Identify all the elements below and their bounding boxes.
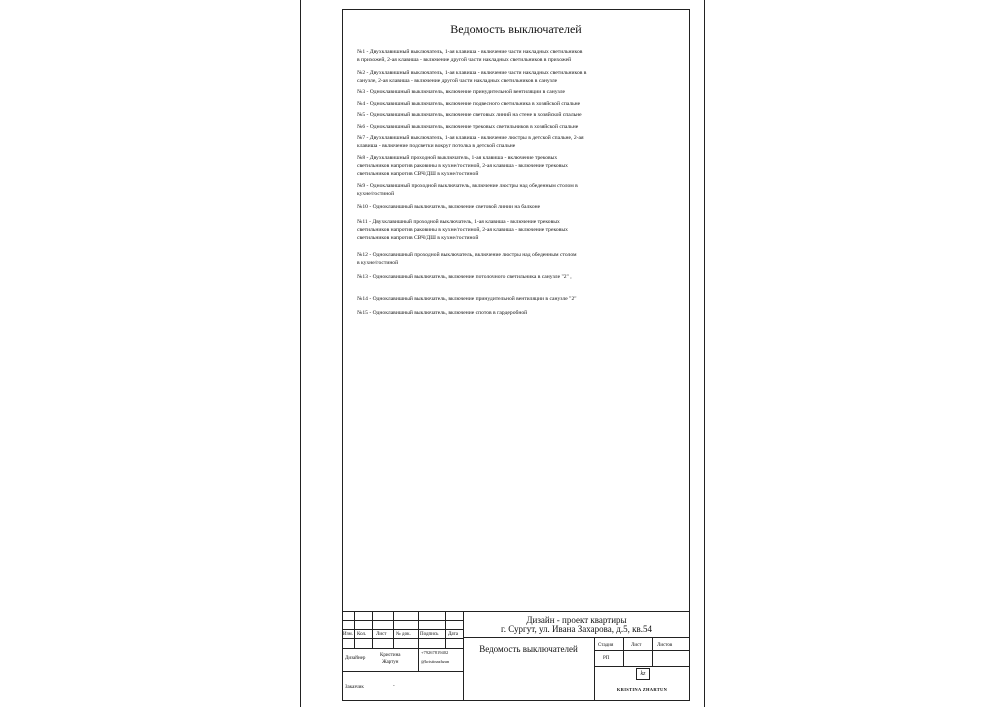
switch-entry-11: №11 - Двухклавишный проходной выключатель, 1-ая клавиша - включение трековых светильников напротив раковины в кухне/гостиной, 2-ая клавиша - включение трековых светильников напротив СВЧ/ДШ в кухне/гостиной	[357, 219, 568, 241]
stamp-divider-logo	[594, 666, 690, 667]
client-value: -	[393, 684, 395, 689]
col-kol-label: Кол.	[357, 632, 367, 637]
stamp-divider-stage	[594, 650, 690, 651]
stamp-grid-col2	[372, 611, 373, 648]
project-address: г. Сургут, ул. Ивана Захарова, д.5, кв.54	[501, 624, 652, 634]
stamp-grid-col1	[354, 611, 355, 648]
switch-entry-12: №12 - Одноклавишный проходной выключатель, включение люстры над обеденным столом в кухне/гостиной	[357, 252, 577, 266]
project-title: Дизайн - проект квартиры	[526, 615, 627, 625]
switch-entry-8: №8 - Двухклавишный проходной выключатель, 1-ая клавиша - включение трековых светильников напротив раковины в кухне/гостиной, 2-ая клавиша - включение трековых светильников напротив СВЧ/ДШ в кухне/гостиной	[357, 155, 568, 177]
stage-label: Стадия	[598, 643, 614, 648]
switch-entry-14: №14 - Одноклавишный выключатель, включение принудительной вентиляции в санузле "2"	[357, 296, 577, 302]
stamp-divider-col1	[623, 637, 624, 666]
switch-entry-5: №5 - Одноклавишный выключатель, включение световых линий на стене в хозяйской спальне	[357, 112, 582, 118]
designer-name: Кристина Жартун	[380, 653, 401, 665]
switch-entry-2: №2 - Двухклавишный выключатель, 1-ая клавиша - включение части накладных светильников в санузле, 2-ая клавиша - включение другой части накладных светильников в санузле	[357, 70, 587, 84]
switch-entry-6: №6 - Одноклавишный выключатель, включение трековых светильников в хозяйской спальне	[357, 124, 579, 130]
brand-logo-mark: kz	[636, 668, 650, 680]
brand-logo-text: KRISTINA ZHARTUN	[616, 687, 668, 692]
stamp-divider-col2	[652, 637, 653, 666]
switch-entry-13: №13 - Одноклавишный выключатель, включение потолочного светильника в санузле "2" ,	[357, 274, 572, 280]
switch-entry-7: №7 - Двухклавишный выключатель, 1-ая клавиша - включение люстры в детской спальне, 2-ая клавиша - включение подсветки вокруг потолка в детской спальне	[357, 135, 584, 149]
col-podpis-label: Подпись	[420, 632, 439, 637]
stamp-grid-col3	[393, 611, 394, 648]
sheet-label: Лист	[631, 643, 642, 648]
switch-entry-9: №9 - Одноклавишный проходной выключатель, включение люстры над обеденным столом в кухне/гостиной	[357, 183, 578, 197]
client-role: Заказчик	[345, 685, 364, 690]
col-izm-label: Изм.	[343, 632, 353, 637]
switch-entry-4: №4 - Одноклавишный выключатель, включение подвесного светильника в хозяйской спальне	[357, 101, 581, 107]
stamp-grid-row5	[342, 671, 463, 672]
stamp-grid-col5	[445, 611, 446, 648]
switch-entry-15: №15 - Одноклавишный выключатель, включение спотов в гардеробной	[357, 310, 528, 316]
contact-handle: @kristinazhzan	[421, 659, 450, 664]
stamp-grid-row4	[342, 648, 463, 649]
designer-role: Дизайнер	[345, 656, 366, 661]
document-title: Ведомость выключателей	[450, 22, 582, 36]
col-list-label: Лист	[376, 632, 387, 637]
switch-entry-3: №3 - Одноклавишный выключатель, включение принудительной вентиляции в санузле	[357, 89, 565, 95]
stamp-grid-col4	[418, 611, 419, 671]
stamp-top-border	[342, 611, 690, 612]
sheet-title: Ведомость выключателей	[479, 644, 578, 654]
col-ndok-label: № док.	[396, 632, 411, 637]
switch-entry-1: №1 - Двухклавишный выключатель, 1-ая клавиша - включение части накладных светильников в прихожей, 2-ая клавиша - включение другой части накладных светильников в прихожей	[357, 49, 583, 63]
col-data-label: Дата	[448, 632, 458, 637]
switch-entry-10: №10 - Одноклавишный выключатель, включение световой линии на балконе	[357, 204, 541, 210]
stage-value: РП	[603, 656, 610, 661]
contact-phone: +79267819402	[421, 650, 449, 655]
stamp-divider-project	[463, 637, 690, 638]
sheets-label: Листов	[657, 643, 673, 648]
